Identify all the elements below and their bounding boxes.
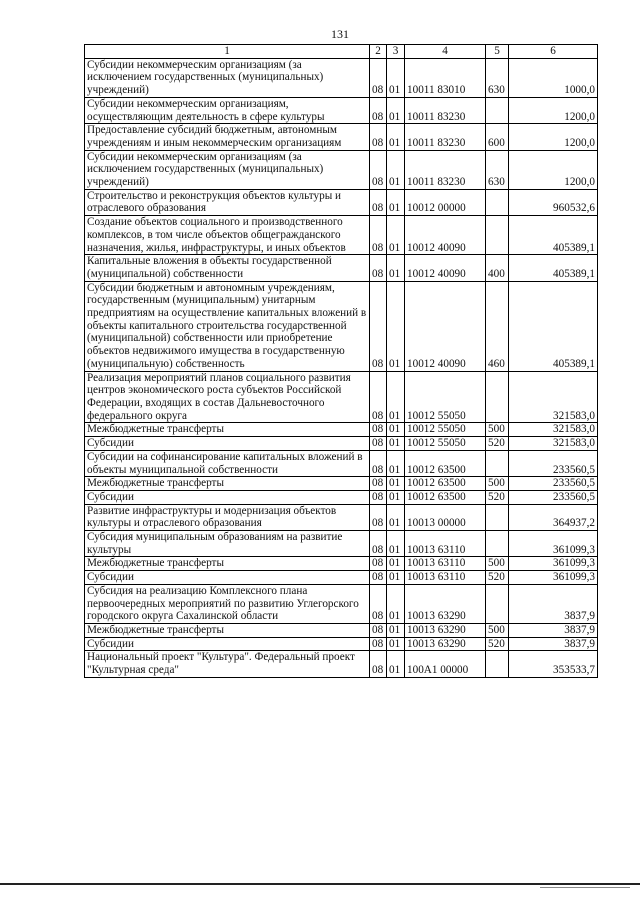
cell-amount: 1000,0 [509,58,598,97]
cell-expense-type: 630 [486,150,509,189]
cell-name: Субсидии на софинансирование капитальных вложений в объекты муниципальной собственности [85,450,370,476]
cell-amount: 3837,9 [509,637,598,651]
cell-subsection: 01 [387,584,405,623]
cell-subsection: 01 [387,477,405,491]
table-row [85,477,598,491]
table-row [85,584,598,623]
table-header-row [85,45,598,59]
cell-subsection: 01 [387,531,405,557]
cell-name: Субсидии [85,571,370,585]
cell-section: 08 [370,371,387,423]
cell-subsection: 01 [387,124,405,150]
table-row [85,637,598,651]
cell-target-article: 10012 40090 [405,216,486,255]
cell-subsection: 01 [387,97,405,123]
cell-section: 08 [370,189,387,215]
table-row [85,281,598,371]
cell-name: Субсидии некоммерческим организациям (за исключением государственных (муниципальных) учреждений) [85,58,370,97]
cell-expense-type: 500 [486,477,509,491]
header-col-6: 6 [509,45,598,59]
cell-expense-type: 600 [486,124,509,150]
cell-name: Реализация мероприятий планов социального развития центров экономического роста субъектов Российской Федерации, входящих в состав Дальневосточного федерального округа [85,371,370,423]
cell-target-article: 10013 00000 [405,504,486,530]
cell-amount: 3837,9 [509,584,598,623]
cell-expense-type: 520 [486,437,509,451]
cell-expense-type [486,504,509,530]
cell-target-article: 10011 83230 [405,150,486,189]
cell-expense-type: 520 [486,490,509,504]
cell-section: 08 [370,584,387,623]
bottom-divider [0,883,640,885]
table-row [85,450,598,476]
cell-amount: 361099,3 [509,557,598,571]
cell-amount: 1200,0 [509,150,598,189]
cell-name: Межбюджетные трансферты [85,423,370,437]
cell-expense-type [486,584,509,623]
cell-target-article: 10013 63290 [405,637,486,651]
table-row [85,651,598,677]
cell-expense-type [486,450,509,476]
cell-target-article: 10011 83230 [405,97,486,123]
cell-subsection: 01 [387,189,405,215]
cell-name: Субсидии некоммерческим организациям, осуществляющим деятельность в сфере культуры [85,97,370,123]
cell-amount: 321583,0 [509,437,598,451]
cell-target-article: 10013 63290 [405,584,486,623]
cell-name: Развитие инфраструктуры и модернизация объектов культуры и отраслевого образования [85,504,370,530]
cell-section: 08 [370,124,387,150]
table-row [85,504,598,530]
cell-amount: 405389,1 [509,281,598,371]
cell-subsection: 01 [387,637,405,651]
cell-amount: 364937,2 [509,504,598,530]
cell-amount: 353533,7 [509,651,598,677]
cell-subsection: 01 [387,557,405,571]
cell-expense-type: 500 [486,423,509,437]
header-col-1: 1 [85,45,370,59]
cell-target-article: 10012 55050 [405,437,486,451]
table-row [85,371,598,423]
cell-name: Межбюджетные трансферты [85,477,370,491]
cell-expense-type [486,371,509,423]
cell-amount: 233560,5 [509,490,598,504]
table-row [85,437,598,451]
table-row [85,189,598,215]
cell-name: Межбюджетные трансферты [85,557,370,571]
cell-section: 08 [370,97,387,123]
cell-subsection: 01 [387,371,405,423]
cell-expense-type: 400 [486,255,509,281]
table-row [85,571,598,585]
table-row [85,58,598,97]
cell-section: 08 [370,531,387,557]
cell-name: Создание объектов социального и производственного комплексов, в том числе объектов общегражданского назначения, жилья, инфраструктуры, и иных объектов [85,216,370,255]
cell-target-article: 10012 63500 [405,450,486,476]
cell-section: 08 [370,571,387,585]
table-row [85,557,598,571]
cell-amount: 361099,3 [509,571,598,585]
cell-expense-type [486,651,509,677]
cell-target-article: 10012 55050 [405,423,486,437]
cell-name: Субсидии бюджетным и автономным учреждениям, государственным (муниципальным) унитарным предприятиям на осуществление капитальных вложений в объекты капитального строительства государственной (муниципальной) собственности или приобретение объектов недвижимого имущества в государственную (муниципальную) собственность [85,281,370,371]
cell-amount: 3837,9 [509,623,598,637]
cell-section: 08 [370,450,387,476]
cell-name: Субсидии [85,637,370,651]
cell-amount: 1200,0 [509,124,598,150]
cell-target-article: 10012 63500 [405,477,486,491]
cell-target-article: 10013 63110 [405,531,486,557]
cell-section: 08 [370,637,387,651]
cell-name: Субсидия муниципальным образованиям на развитие культуры [85,531,370,557]
cell-name: Строительство и реконструкция объектов культуры и отраслевого образования [85,189,370,215]
cell-expense-type [486,531,509,557]
cell-expense-type: 500 [486,557,509,571]
header-col-4: 4 [405,45,486,59]
cell-subsection: 01 [387,58,405,97]
cell-expense-type: 460 [486,281,509,371]
cell-subsection: 01 [387,216,405,255]
table-row [85,255,598,281]
cell-expense-type: 630 [486,58,509,97]
cell-target-article: 10013 63110 [405,557,486,571]
cell-name: Межбюджетные трансферты [85,623,370,637]
cell-target-article: 10011 83010 [405,58,486,97]
cell-amount: 361099,3 [509,531,598,557]
cell-section: 08 [370,58,387,97]
cell-section: 08 [370,437,387,451]
table-row [85,124,598,150]
cell-name: Субсидия на реализацию Комплексного плана первоочередных мероприятий по развитию Углегорского городского округа Сахалинской области [85,584,370,623]
table-row [85,150,598,189]
cell-target-article: 10012 63500 [405,490,486,504]
cell-subsection: 01 [387,450,405,476]
page-number: 131 [331,27,349,41]
header-col-2: 2 [370,45,387,59]
cell-section: 08 [370,281,387,371]
cell-target-article: 100А1 00000 [405,651,486,677]
table-row [85,216,598,255]
cell-target-article: 10013 63290 [405,623,486,637]
table-row [85,490,598,504]
cell-section: 08 [370,651,387,677]
cell-name: Субсидии некоммерческим организациям (за исключением государственных (муниципальных) учреждений) [85,150,370,189]
cell-section: 08 [370,490,387,504]
table-row [85,531,598,557]
cell-subsection: 01 [387,150,405,189]
cell-name: Субсидии [85,490,370,504]
cell-expense-type: 520 [486,637,509,651]
cell-expense-type [486,189,509,215]
cell-expense-type: 520 [486,571,509,585]
cell-expense-type [486,216,509,255]
bottom-divider-secondary [540,887,630,888]
cell-expense-type [486,97,509,123]
cell-target-article: 10012 40090 [405,281,486,371]
table-body [85,58,598,677]
cell-section: 08 [370,623,387,637]
cell-target-article: 10013 63110 [405,571,486,585]
cell-section: 08 [370,255,387,281]
cell-amount: 405389,1 [509,255,598,281]
table-row [85,623,598,637]
cell-subsection: 01 [387,504,405,530]
cell-section: 08 [370,150,387,189]
cell-section: 08 [370,216,387,255]
cell-amount: 321583,0 [509,371,598,423]
cell-name: Предоставление субсидий бюджетным, автономным учреждениям и иным некоммерческим организациям [85,124,370,150]
cell-subsection: 01 [387,281,405,371]
cell-amount: 1200,0 [509,97,598,123]
cell-amount: 960532,6 [509,189,598,215]
cell-section: 08 [370,557,387,571]
table-row [85,97,598,123]
header-col-5: 5 [486,45,509,59]
cell-target-article: 10012 55050 [405,371,486,423]
cell-subsection: 01 [387,255,405,281]
cell-target-article: 10012 40090 [405,255,486,281]
cell-amount: 233560,5 [509,450,598,476]
cell-target-article: 10011 83230 [405,124,486,150]
cell-name: Национальный проект "Культура". Федеральный проект "Культурная среда" [85,651,370,677]
cell-target-article: 10012 00000 [405,189,486,215]
cell-subsection: 01 [387,490,405,504]
header-col-3: 3 [387,45,405,59]
cell-section: 08 [370,504,387,530]
cell-section: 08 [370,477,387,491]
cell-name: Субсидии [85,437,370,451]
cell-amount: 405389,1 [509,216,598,255]
cell-section: 08 [370,423,387,437]
cell-amount: 233560,5 [509,477,598,491]
cell-amount: 321583,0 [509,423,598,437]
cell-expense-type: 500 [486,623,509,637]
budget-table [84,44,598,678]
cell-subsection: 01 [387,571,405,585]
cell-subsection: 01 [387,623,405,637]
cell-subsection: 01 [387,437,405,451]
table-row [85,423,598,437]
cell-subsection: 01 [387,651,405,677]
cell-subsection: 01 [387,423,405,437]
cell-name: Капитальные вложения в объекты государственной (муниципальной) собственности [85,255,370,281]
